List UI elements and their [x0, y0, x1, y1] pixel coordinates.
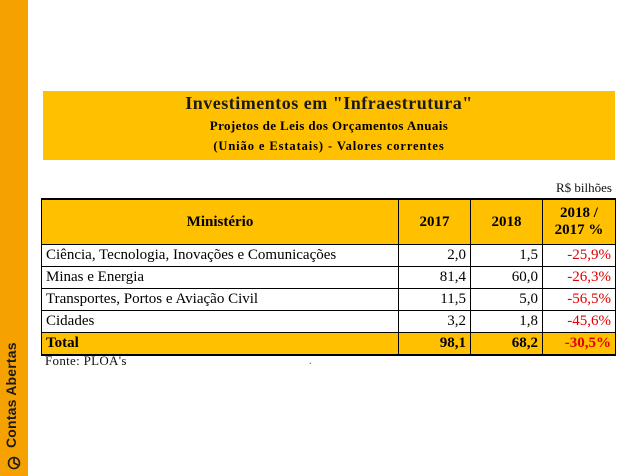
cell-change: -56,5% [543, 289, 616, 311]
table-row [42, 267, 616, 289]
unit-label: R$ bilhões [556, 180, 612, 195]
header-ministry: Ministério [42, 199, 399, 245]
logo-icon [7, 456, 21, 470]
table-row [42, 311, 616, 333]
total-change: -30,5% [543, 333, 616, 356]
cell-2017: 11,5 [399, 289, 471, 311]
cell-change: -25,9% [543, 245, 616, 267]
cell-2018: 5,0 [471, 289, 543, 311]
total-label: Total [42, 333, 399, 356]
cell-change: -26,3% [543, 267, 616, 289]
cell-2018: 60,0 [471, 267, 543, 289]
source-note: Fonte: PLOA's [45, 353, 127, 368]
cell-2017: 3,2 [399, 311, 471, 333]
header-change-line1: 2018 / [560, 205, 598, 221]
cell-change: -45,6% [543, 311, 616, 333]
page-subtitle-2: (União e Estatais) - Valores correntes [213, 139, 445, 153]
table-row [42, 245, 616, 267]
cell-2017: 81,4 [399, 267, 471, 289]
cell-ministry: Minas e Energia [42, 267, 399, 289]
page-subtitle: Projetos de Leis dos Orçamentos Anuais [209, 118, 449, 133]
total-2018: 68,2 [471, 333, 543, 356]
cell-2018: 1,5 [471, 245, 543, 267]
cell-ministry: Ciência, Tecnologia, Inovações e Comunicações [42, 245, 399, 267]
investment-table [41, 198, 616, 356]
cell-2018: 1,8 [471, 311, 543, 333]
header-2018: 2018 [471, 199, 543, 245]
cell-ministry: Transportes, Portos e Aviação Civil [42, 289, 399, 311]
table-row [42, 289, 616, 311]
table-header-row [42, 199, 616, 245]
header-change-line2: 2017 % [554, 222, 604, 238]
table-total-row [42, 333, 616, 356]
header-change [543, 199, 616, 245]
header-2017: 2017 [399, 199, 471, 245]
title-box [43, 91, 615, 160]
stray-dot: . [309, 356, 312, 367]
cell-2017: 2,0 [399, 245, 471, 267]
cell-ministry: Cidades [42, 311, 399, 333]
total-2017: 98,1 [399, 333, 471, 356]
page-title: Investimentos em "Infraestrutura" [185, 93, 473, 113]
sidebar [0, 0, 28, 476]
brand-label: Contas Abertas [3, 342, 19, 448]
